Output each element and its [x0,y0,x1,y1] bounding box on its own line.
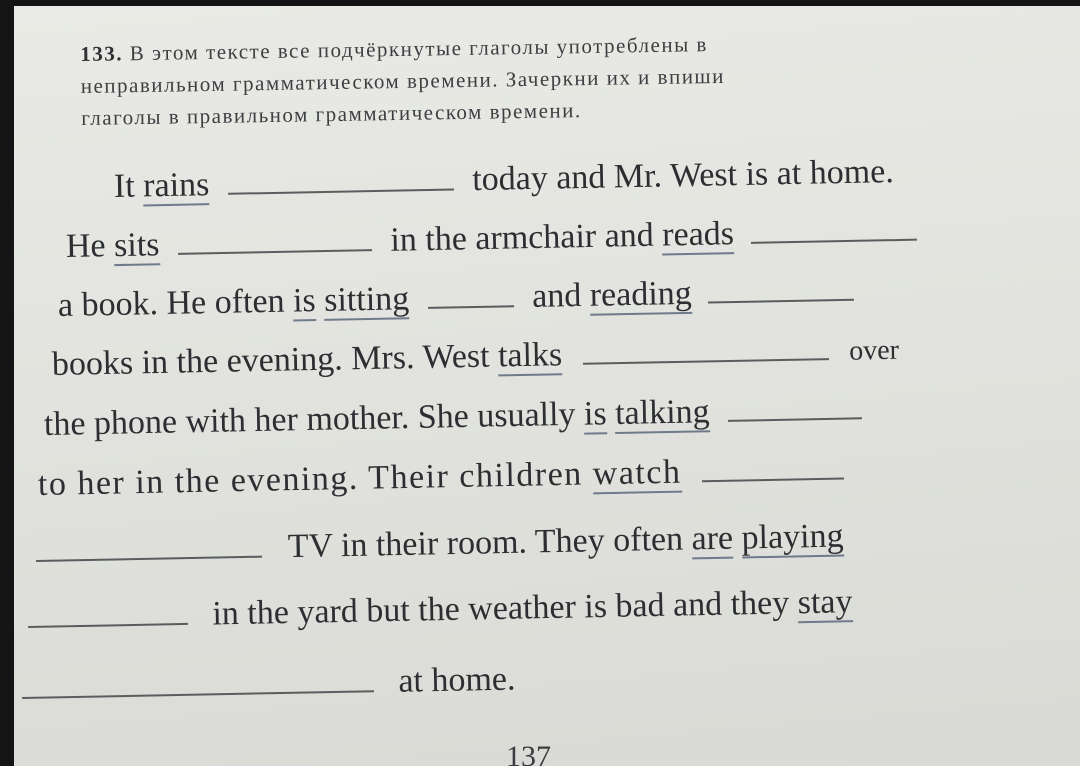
exercise-line-9 [22,661,516,714]
line-text: TV in their room. They often [287,520,684,566]
answer-blank[interactable] [428,295,514,309]
task-text-line-1: В этом тексте все подчёркнутые глаголы употреблены в [129,32,709,66]
answer-blank[interactable] [583,348,829,365]
exercise-line-3 [58,272,863,331]
task-text-line-2: неправильном грамматическом времени. Зачеркни их и впиши [80,63,726,98]
line-text: in the armchair and [390,216,655,259]
exercise-line-5 [44,390,873,450]
task-text-line-3: глаголы в правильном грамматическом времени. [81,98,582,130]
answer-blank[interactable] [28,613,188,628]
answer-blank[interactable] [22,680,374,699]
answer-blank[interactable] [178,239,372,255]
task-number: 133. [80,41,124,66]
exercise-line-6 [38,450,854,510]
answer-blank[interactable] [708,289,854,304]
line-text: the phone with her mother. She usually [43,395,576,443]
answer-blank[interactable] [750,229,916,244]
underlined-verb: are [691,520,733,560]
line-text: books in the evening. Mrs. West [51,337,490,383]
underlined-verb: watch [592,454,681,495]
textbook-page [14,6,1080,766]
line-text: today and Mr. West is at home. [471,153,895,199]
underlined-verb: is [584,395,607,435]
underlined-verb: sits [114,226,160,266]
answer-blank[interactable] [36,546,262,562]
exercise-line-8 [28,583,853,643]
page-number: 137 [506,740,551,766]
underlined-verb: reading [589,275,692,316]
underlined-verb: sitting [324,280,410,321]
line-text: It [113,167,136,205]
line-text: He [65,227,106,265]
exercise-line-2 [66,212,925,272]
answer-blank[interactable] [701,468,843,483]
line-text: and [531,276,582,315]
answer-blank[interactable] [228,178,454,194]
underlined-verb: playing [741,517,844,558]
exercise-line-7 [36,517,844,576]
underlined-verb: stay [797,583,853,623]
exercise-line-1 [114,153,895,212]
task-instruction [80,24,981,134]
underlined-verb: rains [143,166,210,207]
answer-blank[interactable] [728,407,862,422]
underlined-verb: talking [615,393,710,434]
line-text: in the yard but the weather is bad and they [212,584,790,633]
line-text: at home. [398,660,516,700]
underlined-verb: is [293,282,316,322]
underlined-verb: reads [662,215,734,256]
underlined-verb: talks [498,336,563,377]
line-text: over [848,334,900,367]
line-text: to her in the evening. Their children [37,455,584,503]
line-text: a book. He often [57,282,285,324]
exercise-line-4 [52,330,900,390]
